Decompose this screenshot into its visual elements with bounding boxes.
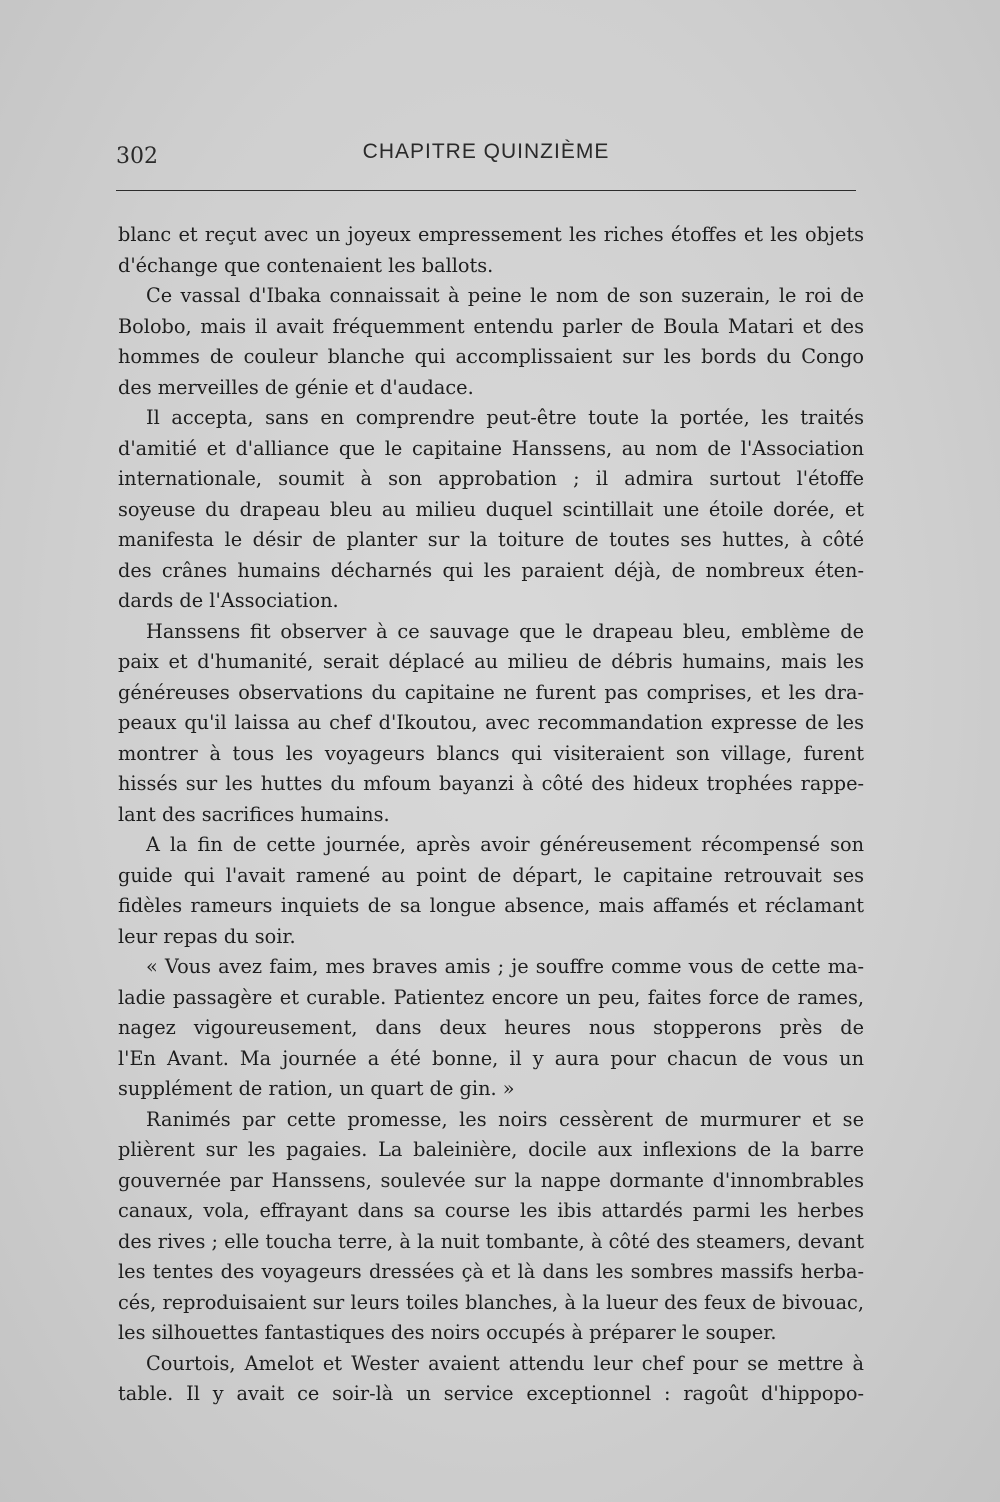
text-line: paix et d'humanité, serait déplacé au milieu de débris humains, mais les (118, 650, 864, 673)
text-line: Ranimés par cette promesse, les noirs cessèrent de murmurer et se (146, 1107, 864, 1131)
text-line: guide qui l'avait ramené au point de départ, le capitaine retrouvait ses (118, 863, 864, 887)
text-line: lant des sacrifices humains. (118, 802, 390, 826)
text-line: ladie passagère et curable. Patientez encore un peu, faites force de rames, (118, 985, 864, 1009)
paragraph (118, 403, 864, 617)
paragraph (118, 830, 864, 952)
paragraph (118, 1105, 864, 1349)
text-line: table. Il y avait ce soir-là un service exceptionnel : ragoût d'hippopo- (118, 1382, 864, 1405)
text-line: soyeuse du drapeau bleu au milieu duquel scintillait une étoile dorée, et (118, 497, 864, 521)
text-line: canaux, vola, effrayant dans sa course les ibis attardés parmi les herbes (118, 1199, 864, 1222)
paragraph (118, 617, 864, 831)
paragraph (118, 220, 864, 281)
text-line: d'amitié et d'alliance que le capitaine Hanssens, au nom de l'Association (118, 436, 864, 460)
text-line: A la fin de cette journée, après avoir généreusement récompensé son (146, 833, 864, 856)
text-line: manifesta le désir de planter sur la toiture de toutes ses huttes, à côté (118, 528, 864, 551)
header-rule (116, 190, 856, 191)
text-line: Bolobo, mais il avait fréquemment entendu parler de Boula Matari et des (118, 314, 864, 338)
text-line: gouvernée par Hanssens, soulevée sur la nappe dormante d'innombrables (118, 1168, 864, 1192)
page-number: 302 (116, 144, 158, 169)
paragraph (118, 1349, 864, 1410)
text-line: montrer à tous les voyageurs blancs qui visiteraient son village, furent (118, 741, 864, 765)
text-line: blanc et reçut avec un joyeux empressement les riches étoffes et les objets (118, 223, 864, 246)
text-line: plièrent sur les pagaies. La baleinière, docile aux inflexions de la barre (118, 1138, 864, 1161)
text-line: peaux qu'il laissa au chef d'Ikoutou, avec recommandation expresse de les (118, 711, 864, 734)
text-line: supplément de ration, un quart de gin. » (118, 1077, 515, 1100)
text-line: Ce vassal d'Ibaka connaissait à peine le nom de son suzerain, le roi de (146, 284, 864, 307)
page-header (116, 140, 856, 180)
text-line: Courtois, Amelot et Wester avaient attendu leur chef pour se mettre à (146, 1351, 864, 1375)
text-line: internationale, soumit à son approbation ; il admira surtout l'étoffe (118, 467, 864, 490)
text-line: leur repas du soir. (118, 924, 296, 948)
text-line: cés, reproduisaient sur leurs toiles blanches, à la lueur des feux de bivouac, (118, 1290, 864, 1314)
text-line: dards de l'Association. (118, 589, 339, 612)
text-line: des merveilles de génie et d'audace. (118, 375, 474, 399)
paragraph (118, 281, 864, 403)
text-line: fidèles rameurs inquiets de sa longue absence, mais affamés et réclamant (118, 894, 864, 917)
text-line: les tentes des voyageurs dressées çà et là dans les sombres massifs herba- (118, 1260, 864, 1283)
running-head: CHAPITRE QUINZIÈME (362, 140, 610, 163)
text-line: Hanssens fit observer à ce sauvage que le drapeau bleu, emblème de (146, 619, 864, 643)
text-line: « Vous avez faim, mes braves amis ; je souffre comme vous de cette ma- (146, 955, 864, 978)
text-line: Il accepta, sans en comprendre peut-être toute la portée, les traités (146, 406, 864, 429)
text-line: hissés sur les huttes du mfoum bayanzi à côté des hideux trophées rappe- (118, 772, 864, 795)
paragraph (118, 952, 864, 1105)
text-line: hommes de couleur blanche qui accomplissaient sur les bords du Congo (118, 345, 864, 368)
text-line: des rives ; elle toucha terre, à la nuit tombante, à côté des steamers, devant (118, 1229, 864, 1253)
text-line: généreuses observations du capitaine ne furent pas comprises, et les dra- (118, 680, 864, 704)
text-line: les silhouettes fantastiques des noirs occupés à préparer le souper. (118, 1321, 777, 1344)
text-line: l'En Avant. Ma journée a été bonne, il y aura pour chacun de vous un (118, 1046, 864, 1070)
text-line: des crânes humains décharnés qui les paraient déjà, de nombreux éten- (118, 558, 864, 582)
text-line: nagez vigoureusement, dans deux heures nous stopperons près de (118, 1016, 864, 1039)
body-text (118, 220, 864, 1410)
text-line: d'échange que contenaient les ballots. (118, 253, 494, 277)
